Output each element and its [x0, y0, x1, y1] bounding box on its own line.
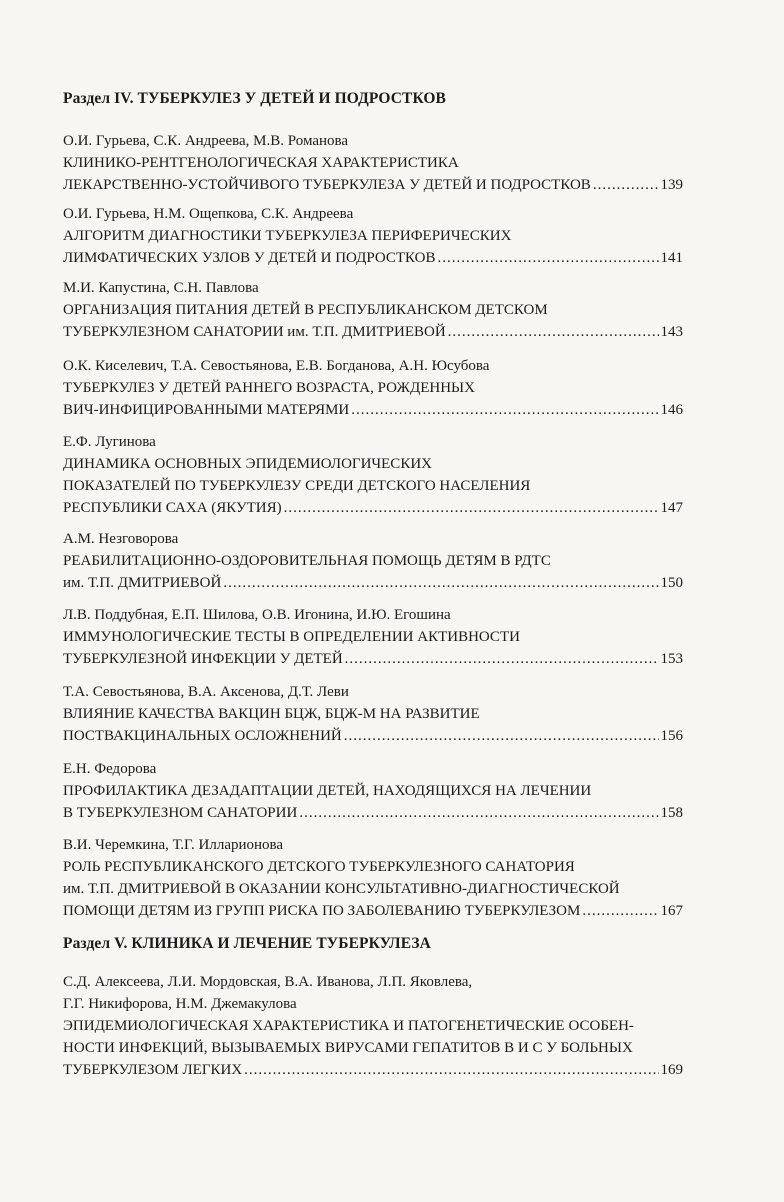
toc-entry[interactable]: [0, 681, 784, 747]
entry-title-last-line: [63, 321, 683, 343]
entry-title-line: АЛГОРИТМ ДИАГНОСТИКИ ТУБЕРКУЛЕЗА ПЕРИФЕРИЧЕСКИХ: [63, 228, 512, 244]
toc-entry[interactable]: [0, 355, 784, 421]
toc-entry[interactable]: [0, 431, 784, 519]
page-number: 141: [660, 250, 683, 266]
dot-leader: [593, 174, 659, 196]
entry-title-line: ЭПИДЕМИОЛОГИЧЕСКАЯ ХАРАКТЕРИСТИКА И ПАТОГЕНЕТИЧЕСКИЕ ОСОБЕН-: [63, 1018, 634, 1034]
toc-entry[interactable]: [0, 971, 784, 1081]
entry-title-line: ТУБЕРКУЛЕЗНОМ САНАТОРИИ им. Т.П. ДМИТРИЕВОЙ: [63, 324, 446, 340]
entry-authors: В.И. Черемкина, Т.Г. Илларионова: [63, 837, 284, 853]
entry-title-line: ЛИМФАТИЧЕСКИХ УЗЛОВ У ДЕТЕЙ И ПОДРОСТКОВ: [63, 250, 436, 266]
dot-leader: [284, 497, 659, 519]
entry-authors: О.К. Киселевич, Т.А. Севостьянова, Е.В. Богданова, А.Н. Юсубова: [63, 358, 490, 374]
dot-leader: [244, 1059, 658, 1081]
entry-title-line: РЕСПУБЛИКИ САХА (ЯКУТИЯ): [63, 500, 282, 516]
toc-entry[interactable]: [0, 277, 784, 343]
entry-title-line: ДИНАМИКА ОСНОВНЫХ ЭПИДЕМИОЛОГИЧЕСКИХ: [63, 456, 432, 472]
page-number: 156: [660, 728, 683, 744]
page-number: 146: [660, 402, 683, 418]
entry-title-line: ОРГАНИЗАЦИЯ ПИТАНИЯ ДЕТЕЙ В РЕСПУБЛИКАНСКОМ ДЕТСКОМ: [63, 302, 548, 318]
entry-title-line: ПРОФИЛАКТИКА ДЕЗАДАПТАЦИИ ДЕТЕЙ, НАХОДЯЩИХСЯ НА ЛЕЧЕНИИ: [63, 783, 592, 799]
entry-title-last-line: [63, 399, 683, 421]
entry-title-line: ЛЕКАРСТВЕННО-УСТОЙЧИВОГО ТУБЕРКУЛЕЗА У ДЕТЕЙ И ПОДРОСТКОВ: [63, 177, 591, 193]
entry-authors: Т.А. Севостьянова, В.А. Аксенова, Д.Т. Леви: [63, 684, 349, 700]
entry-title-line: ТУБЕРКУЛЕЗ У ДЕТЕЙ РАННЕГО ВОЗРАСТА, РОЖДЕННЫХ: [63, 380, 475, 396]
section-heading-iv: Раздел IV. ТУБЕРКУЛЕЗ У ДЕТЕЙ И ПОДРОСТКОВ: [63, 90, 446, 107]
entry-title-last-line: [63, 174, 683, 196]
page-number: 139: [660, 177, 683, 193]
entry-title-line: НОСТИ ИНФЕКЦИЙ, ВЫЗЫВАЕМЫХ ВИРУСАМИ ГЕПАТИТОВ В И С У БОЛЬНЫХ: [63, 1040, 633, 1056]
entry-title-last-line: [63, 900, 683, 922]
entry-authors: Л.В. Поддубная, Е.П. Шилова, О.В. Игонина, И.Ю. Егошина: [63, 607, 451, 623]
entry-title-line: ПОМОЩИ ДЕТЯМ ИЗ ГРУПП РИСКА ПО ЗАБОЛЕВАНИЮ ТУБЕРКУЛЕЗОМ: [63, 903, 581, 919]
dot-leader: [438, 247, 659, 269]
entry-title-line: им. Т.П. ДМИТРИЕВОЙ В ОКАЗАНИИ КОНСУЛЬТАТИВНО-ДИАГНОСТИЧЕСКОЙ: [63, 881, 620, 897]
entry-title-last-line: [63, 572, 683, 594]
entry-title-line: ТУБЕРКУЛЕЗНОЙ ИНФЕКЦИИ У ДЕТЕЙ: [63, 651, 343, 667]
dot-leader: [223, 572, 658, 594]
toc-entry[interactable]: [0, 130, 784, 196]
entry-title-last-line: [63, 802, 683, 824]
entry-title-line: РОЛЬ РЕСПУБЛИКАНСКОГО ДЕТСКОГО ТУБЕРКУЛЕЗНОГО САНАТОРИЯ: [63, 859, 575, 875]
toc-entry[interactable]: [0, 834, 784, 922]
entry-title-last-line: [63, 1059, 683, 1081]
section-heading-v: Раздел V. КЛИНИКА И ЛЕЧЕНИЕ ТУБЕРКУЛЕЗА: [63, 935, 431, 952]
entry-title-line: ИММУНОЛОГИЧЕСКИЕ ТЕСТЫ В ОПРЕДЕЛЕНИИ АКТИВНОСТИ: [63, 629, 520, 645]
entry-title-last-line: [63, 648, 683, 670]
entry-authors: А.М. Незговорова: [63, 531, 179, 547]
entry-title-line: ВИЧ-ИНФИЦИРОВАННЫМИ МАТЕРЯМИ: [63, 402, 350, 418]
dot-leader: [299, 802, 658, 824]
entry-title-last-line: [63, 497, 683, 519]
entry-authors: Е.Н. Федорова: [63, 761, 157, 777]
page-number: 167: [660, 903, 683, 919]
toc-entry[interactable]: [0, 604, 784, 670]
dot-leader: [582, 900, 658, 922]
entry-title-line: ПОКАЗАТЕЛЕЙ ПО ТУБЕРКУЛЕЗУ СРЕДИ ДЕТСКОГО НАСЕЛЕНИЯ: [63, 478, 531, 494]
entry-title-line: В ТУБЕРКУЛЕЗНОМ САНАТОРИИ: [63, 805, 298, 821]
page-number: 153: [660, 651, 683, 667]
entry-title-line: им. Т.П. ДМИТРИЕВОЙ: [63, 575, 222, 591]
page-number: 150: [660, 575, 683, 591]
entry-authors: С.Д. Алексеева, Л.И. Мордовская, В.А. Иванова, Л.П. Яковлева,: [63, 974, 473, 990]
entry-title-line: КЛИНИКО-РЕНТГЕНОЛОГИЧЕСКАЯ ХАРАКТЕРИСТИКА: [63, 155, 459, 171]
toc-entry[interactable]: [0, 758, 784, 824]
entry-title-line: ПОСТВАКЦИНАЛЬНЫХ ОСЛОЖНЕНИЙ: [63, 728, 342, 744]
page-number: 143: [660, 324, 683, 340]
entry-authors: М.И. Капустина, С.Н. Павлова: [63, 280, 259, 296]
dot-leader: [344, 725, 659, 747]
dot-leader: [351, 399, 658, 421]
page-number: 158: [660, 805, 683, 821]
dot-leader: [448, 321, 659, 343]
entry-authors: О.И. Гурьева, С.К. Андреева, М.В. Романова: [63, 133, 349, 149]
entry-authors: Е.Ф. Лугинова: [63, 434, 156, 450]
page-number: 169: [660, 1062, 683, 1078]
toc-entry[interactable]: [0, 203, 784, 269]
entry-authors: Г.Г. Никифорова, Н.М. Джемакулова: [63, 996, 297, 1012]
page-number: 147: [660, 500, 683, 516]
toc-entry[interactable]: [0, 528, 784, 594]
dot-leader: [345, 648, 659, 670]
entry-title-last-line: [63, 725, 683, 747]
entry-title-line: ВЛИЯНИЕ КАЧЕСТВА ВАКЦИН БЦЖ, БЦЖ-М НА РАЗВИТИЕ: [63, 706, 480, 722]
entry-title-line: РЕАБИЛИТАЦИОННО-ОЗДОРОВИТЕЛЬНАЯ ПОМОЩЬ ДЕТЯМ В РДТС: [63, 553, 551, 569]
entry-title-line: ТУБЕРКУЛЕЗОМ ЛЕГКИХ: [63, 1062, 243, 1078]
entry-authors: О.И. Гурьева, Н.М. Ощепкова, С.К. Андреева: [63, 206, 354, 222]
entry-title-last-line: [63, 247, 683, 269]
